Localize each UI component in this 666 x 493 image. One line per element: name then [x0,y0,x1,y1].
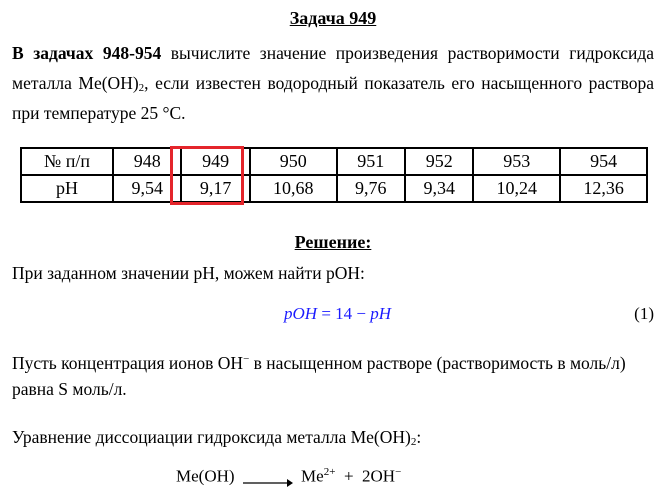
table-cell: 10,68 [250,175,337,202]
table-cell: 12,36 [560,175,647,202]
highlight-box [170,146,244,205]
solution-paragraph-3 [12,422,654,457]
table-cell: 949 [181,148,249,175]
table-cell: 952 [405,148,473,175]
table-row-label: pH [21,175,113,202]
ion-charge: − [243,353,250,365]
statement-line-1 [12,38,654,68]
paragraph-2-line-2: равна S моль/л. [12,379,127,399]
ion-formula [218,353,250,373]
paragraph-3-colon: : [416,427,422,447]
statement-line-3: при температуре 25 °C. [12,103,186,123]
table-cell: 948 [113,148,181,175]
ion-symbol: OH [217,352,244,373]
table-cell: 9,34 [405,175,473,202]
formula-number: (1) [634,304,654,323]
ph-table [20,147,648,203]
table-cell: 953 [473,148,560,175]
paragraph-2-text-b: в насыщенном растворе (растворимость в моль/л) [249,352,626,373]
equation-product-2-charge: − [395,466,402,478]
table-header-label: № п/п [21,148,113,175]
formula-expression [284,302,391,326]
table-cell: 10,24 [473,175,560,202]
task-title: Задача 949 [289,8,377,28]
statement-bold-lead: В задачах 948-954 [12,43,162,63]
table-cell: 950 [250,148,337,175]
statement-line-2-text: , если известен водородный показатель его насыщенного раствора [144,73,655,93]
solution-heading: Решение: [294,232,372,252]
equation-product-1: Me [301,466,324,486]
paragraph-2-text-a: Пусть концентрация ионов [12,352,218,373]
solution-paragraph-2 [12,344,654,404]
table-cell: 9,17 [181,175,249,202]
paragraph-2-line-1 [12,344,654,374]
formula-rhs: pH [370,304,392,323]
statement-line-2 [12,68,654,98]
statement-formula: металла Me(OH) [12,73,139,93]
equation-lhs: Me(OH) [176,466,235,486]
equation-product-1-charge: 2+ [323,466,336,478]
table-header-row [21,148,647,175]
table-cell: 9,76 [337,175,405,202]
formula-equals: = 14 − [317,304,371,323]
dissociation-equation [176,466,401,487]
solution-paragraph-1: При заданном значении pH, можем найти pOH: [12,263,365,283]
table-cell: 951 [337,148,405,175]
statement-line-1-text: вычислите значение произведения растворимости гидроксида [161,43,655,63]
table-cell: 9,54 [113,175,181,202]
equation-product-2: 2OH [362,466,396,486]
reaction-arrow-icon [243,473,293,483]
table-row [21,175,647,202]
table-cell: 954 [560,148,647,175]
paragraph-3-subscript: 2 [410,436,417,448]
equation-plus: + [343,466,354,486]
formula-lhs: pOH [284,304,318,323]
paragraph-3-text: Уравнение диссоциации гидроксида металла Me(OH) [12,427,411,447]
statement-formula-subscript: 2 [138,82,145,94]
task-statement [12,38,654,128]
